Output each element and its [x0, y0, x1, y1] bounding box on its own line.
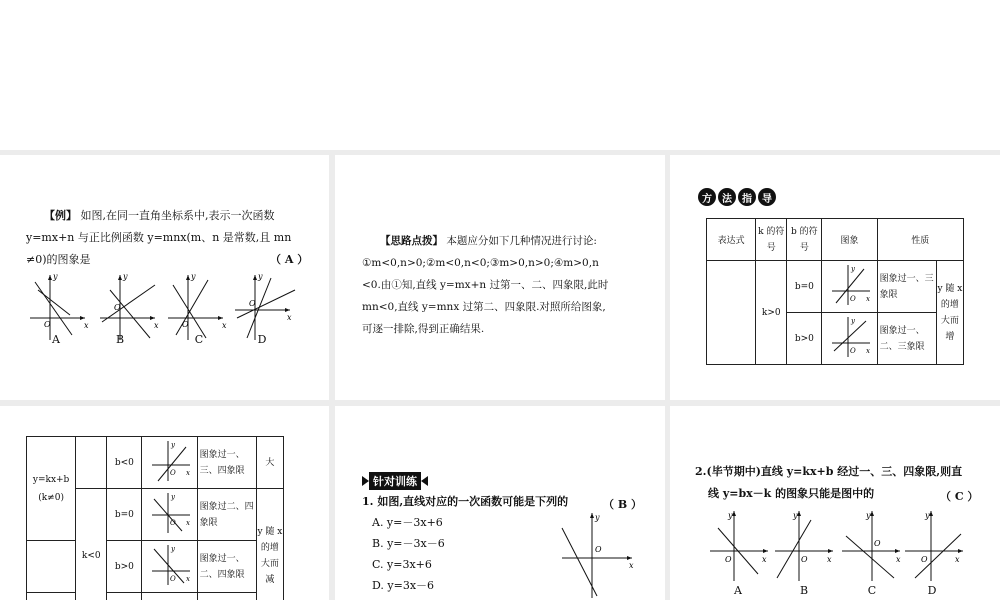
expr-cond: (k≠0): [38, 492, 64, 503]
b-positive: b>0: [787, 313, 822, 365]
thinking-tag: 【思路点拨】: [380, 235, 443, 247]
svg-text:y: y: [850, 265, 855, 273]
axis-y-label: y: [53, 272, 58, 281]
expr-cell-empty: [27, 541, 76, 593]
q1-text: 1. 如图,直线对应的一次函数可能是下列的: [362, 495, 569, 508]
axis-x-label: x: [629, 561, 634, 570]
axis-x-label: x: [896, 555, 901, 564]
b-zero: b=0: [787, 261, 822, 313]
origin-label: O: [801, 555, 808, 564]
desc-1: 图象过一、三象限: [877, 261, 936, 313]
slide-example[interactable]: [0, 155, 329, 400]
method-table: [706, 218, 964, 365]
slide-training[interactable]: [335, 406, 665, 600]
q1-option-d[interactable]: D. y=3x－6: [372, 579, 435, 592]
svg-text:O: O: [169, 519, 176, 527]
thinking-line-4: 可逐一排除,得到正确结果.: [362, 323, 485, 335]
svg-text:y: y: [170, 441, 175, 449]
origin-label: O: [921, 555, 928, 564]
origin-label: O: [44, 320, 51, 329]
axis-x-label: x: [955, 555, 960, 564]
method-table-continued: [26, 436, 284, 600]
axis-y-label: y: [191, 272, 196, 281]
mini-graph: [822, 313, 877, 365]
slide-method[interactable]: [670, 155, 1000, 400]
desc-cell-empty: [197, 593, 256, 600]
q2-option-c-label: C: [867, 584, 877, 597]
q2-option-a-label: A: [734, 584, 742, 597]
axis-x-label: x: [827, 555, 832, 564]
slide-thinking[interactable]: [335, 155, 665, 400]
expr-cell-empty: [27, 593, 76, 600]
axis-x-label: x: [222, 321, 227, 330]
axis-x-label: x: [154, 321, 159, 330]
q2-line2: 线 y=bx－k 的图象只能是图中的: [708, 487, 875, 500]
svg-text:O: O: [849, 295, 856, 303]
graph-a: [30, 272, 89, 340]
thinking-line-0: 本题应分如下几种情况进行讨论:: [446, 235, 597, 247]
prop-decrease: y 随 x 的增大而减: [256, 489, 283, 600]
training-tag: [362, 472, 428, 490]
prop-increase: y 随 x 的增大而增: [936, 261, 963, 365]
axis-y-label: y: [258, 272, 263, 281]
badge-char: 指: [738, 188, 756, 206]
q2-line1: 2.(毕节期中)直线 y=kx+b 经过一、三、四象限,则直: [695, 465, 963, 478]
header-graph: 图象: [822, 219, 877, 261]
q2-text: [695, 461, 962, 505]
example-answer: （ A ）: [270, 253, 309, 266]
q1-options: [372, 512, 445, 596]
header-b: b 的符号: [787, 219, 822, 261]
top-blank-band: [0, 0, 1000, 150]
q2-graph-c: [842, 511, 901, 581]
thinking-line-1: ①m<0,n>0;②m<0,n<0;③m>0,n>0;④m>0,n: [362, 257, 599, 269]
method-badge: [698, 188, 776, 206]
example-line3: ≠0)的图象是: [26, 253, 91, 266]
q2-graphs: [670, 506, 1000, 586]
b-negative: b<0: [107, 437, 142, 489]
q2-option-b-label: B: [799, 584, 809, 597]
mini-graph: [142, 489, 197, 541]
q2-option-d-label: D: [927, 584, 937, 597]
badge-char: 导: [758, 188, 776, 206]
axis-y-label: y: [925, 511, 930, 520]
example-line1: 如图,在同一直角坐标系中,表示一次函数: [80, 209, 275, 222]
option-a-label: A: [52, 333, 60, 346]
b-positive-2: b>0: [107, 541, 142, 593]
axis-y-label: y: [123, 272, 128, 281]
b-zero-2: b=0: [107, 489, 142, 541]
badge-char: 方: [698, 188, 716, 206]
svg-text:y: y: [170, 493, 175, 501]
thinking-text: [362, 230, 662, 340]
q1-option-a[interactable]: A. y=－3x+6: [372, 516, 443, 529]
axis-x-label: x: [762, 555, 767, 564]
example-line2: y=mx+n 与正比例函数 y=mnx(m、n 是常数,且 mn: [26, 231, 292, 244]
origin-label: O: [249, 299, 256, 308]
mini-graph: [142, 437, 197, 489]
origin-label: O: [595, 545, 602, 554]
origin-label: O: [725, 555, 732, 564]
axis-x-label: x: [84, 321, 89, 330]
svg-text:x: x: [185, 469, 190, 477]
tag-left-arrow-icon: [362, 476, 369, 486]
mini-graph: [822, 261, 877, 313]
mini-graph: [142, 541, 197, 593]
graph-d: [235, 272, 295, 340]
option-c-label: C: [194, 333, 204, 346]
axis-y-label: y: [793, 511, 798, 520]
thinking-line-3: mn<0,直线 y=mnx 过第二、四象限.对照所给图象,: [362, 301, 606, 313]
tag-right-arrow-icon: [421, 476, 428, 486]
header-prop: 性质: [877, 219, 963, 261]
slide-method-continued[interactable]: [0, 406, 329, 600]
thinking-line-2: <0.由①知,直线 y=mx+n 过第一、二、四象限,此时: [362, 279, 609, 291]
training-tag-label: 针对训练: [369, 472, 421, 490]
expr-label: y=kx+b: [32, 474, 70, 485]
origin-label: O: [182, 320, 189, 329]
svg-text:O: O: [169, 575, 176, 583]
badge-char: 法: [718, 188, 736, 206]
axis-y-label: y: [866, 511, 871, 520]
q2-graph-d: [905, 511, 963, 581]
svg-text:O: O: [169, 469, 176, 477]
q2-graph-b: [775, 511, 833, 581]
q1-option-c[interactable]: C. y=3x+6: [372, 558, 432, 571]
axis-y-label: y: [595, 513, 600, 522]
desc-4: 图象过二、四象限: [197, 489, 256, 541]
slide-question-2[interactable]: [670, 406, 1000, 600]
svg-text:x: x: [865, 347, 870, 355]
expr-cell-empty: [707, 261, 756, 365]
q1-graph: [557, 508, 637, 598]
k-negative: k<0: [76, 489, 107, 600]
desc-5: 图象过一、二、四象限: [197, 541, 256, 593]
origin-label: O: [874, 539, 881, 548]
header-k: k 的符号: [756, 219, 787, 261]
q2-graph-a: [710, 511, 768, 581]
q2-answer: （ C ）: [940, 490, 979, 503]
header-expr: 表达式: [707, 219, 756, 261]
desc-2: 图象过一、二、三象限: [877, 313, 936, 365]
example-tag: 【例】: [44, 209, 77, 222]
option-b-label: B: [115, 333, 125, 346]
k-cell-empty: [76, 437, 107, 489]
q1-answer: （ B ）: [603, 498, 642, 511]
k-positive: k>0: [756, 261, 787, 365]
origin-label: O: [114, 303, 121, 312]
q1-option-b[interactable]: B. y=－3x－6: [372, 537, 445, 550]
graph-b: [100, 272, 159, 340]
svg-text:x: x: [865, 295, 870, 303]
b-cell-empty: [107, 593, 142, 600]
svg-text:x: x: [185, 519, 190, 527]
axis-y-label: y: [728, 511, 733, 520]
svg-text:y: y: [170, 545, 175, 553]
desc-3: 图象过一、三、四象限: [197, 437, 256, 489]
svg-text:O: O: [849, 347, 856, 355]
graph-cell-empty: [142, 593, 197, 600]
axis-x-label: x: [287, 313, 292, 322]
prop-top: 大: [256, 437, 283, 489]
graph-c: [168, 272, 227, 340]
option-d-label: D: [257, 333, 267, 346]
svg-text:x: x: [185, 575, 190, 583]
svg-text:y: y: [850, 317, 855, 325]
